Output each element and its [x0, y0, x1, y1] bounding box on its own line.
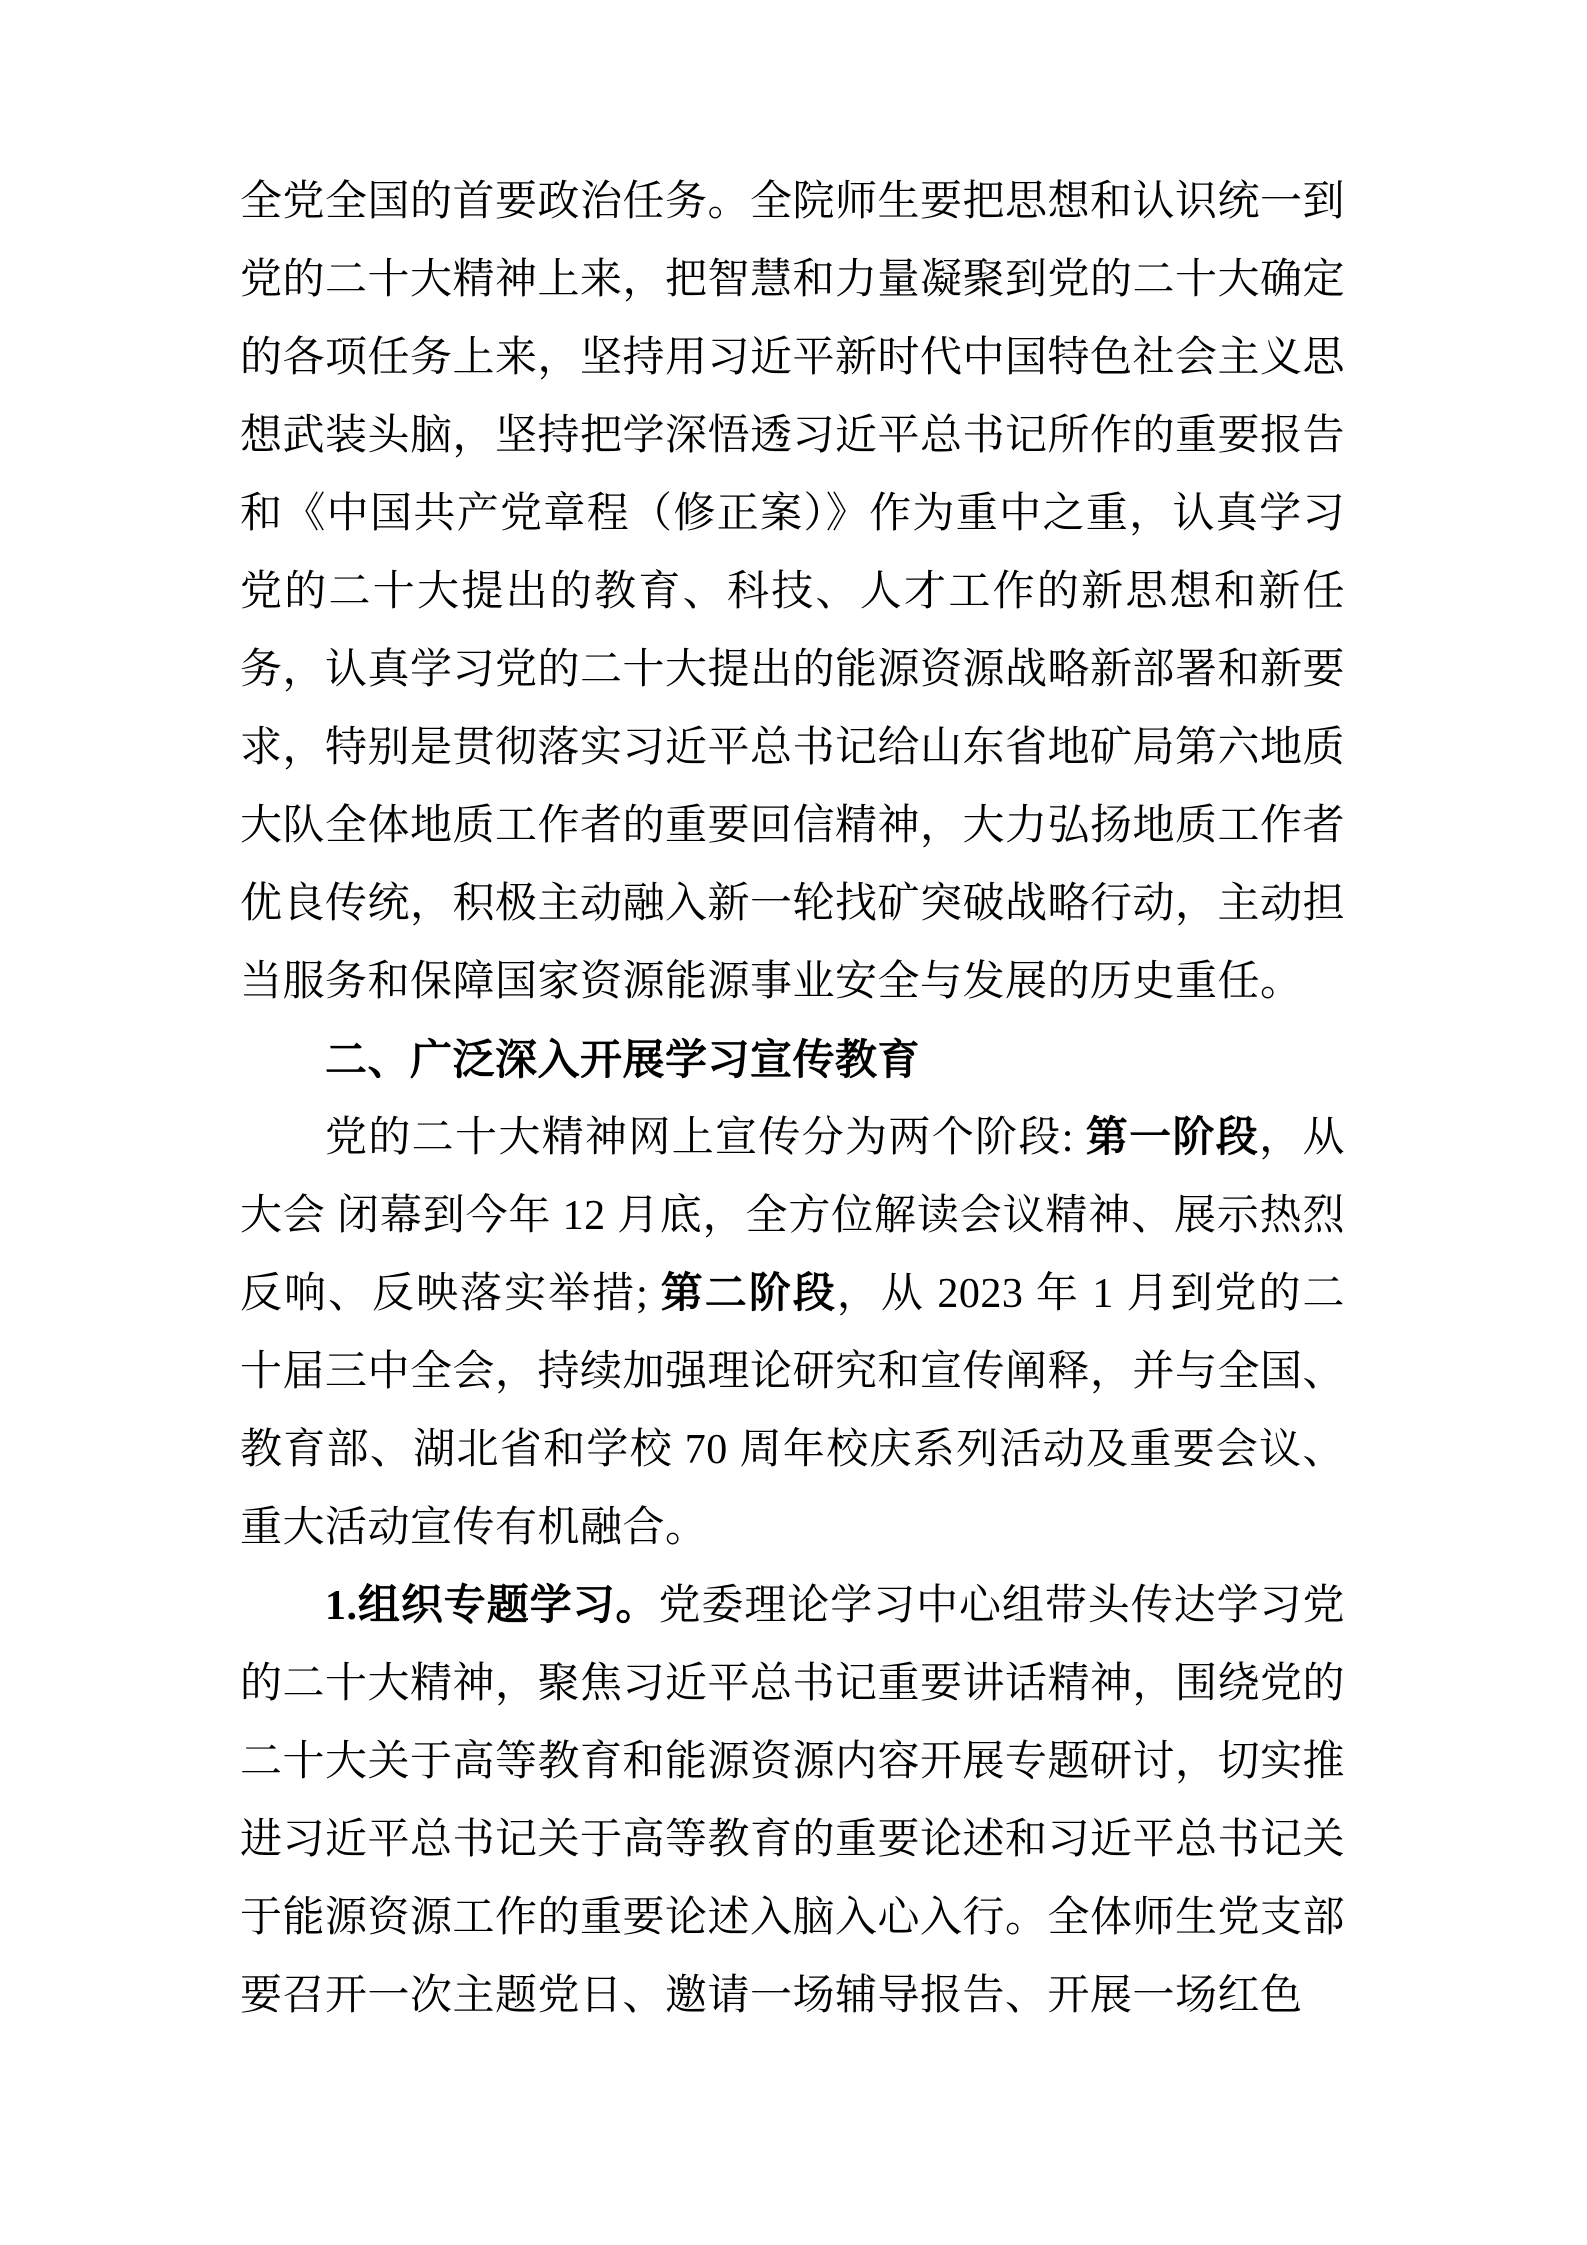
text-run: ，从大会 闭幕到今年 12 月底，全方位解读会议精神、展示热烈反响、反映落实举措; [240, 1115, 1345, 1317]
text-run: 党委理论学习中心组带头传达学习党的二十大精神，聚焦习近平总书记重要讲话精神，围绕党的二十大关于高等教育和能源资源内容开展专题研讨，切实推进习近平总书记关于高等教育的重要论述和习近平总书记关于能源资源工作的重要论述入脑入心入行。全体师生党支部要召开一次主题党日、邀请一场辅导报告、开展一场红色 [240, 1583, 1346, 2019]
bold-text-run: 第二阶段 [660, 1271, 837, 1317]
section-heading [240, 1021, 1345, 1099]
bold-text-run: 1.组织专题学习。 [325, 1583, 659, 1629]
body-paragraph [240, 1099, 1345, 1567]
document-content [240, 163, 1345, 2035]
bold-text-run: 第一阶段 [1085, 1115, 1260, 1161]
text-run: 全党全国的首要政治任务。全院师生要把思想和认识统一到党的二十大精神上来，把智慧和力量凝聚到党的二十大确定的各项任务上来，坚持用习近平新时代中国特色社会主义思想武装头脑，坚持把学深悟透习近平总书记所作的重要报告和《中国共产党章程（修正案）》作为重中之重，认真学习党的二十大提出的教育、科技、人才工作的新思想和新任务，认真学习党的二十大提出的能源资源战略新部署和新要求，特别是贯彻落实习近平总书记给山东省地矿局第六地质大队全体地质工作者的重要回信精神，大力弘扬地质工作者优良传统，积极主动融入新一轮找矿突破战略行动，主动担当服务和保障国家资源能源事业安全与发展的历史重任。 [240, 179, 1346, 1005]
body-paragraph [240, 163, 1345, 1021]
text-run: 党的二十大精神网上宣传分为两个阶段: [325, 1115, 1086, 1161]
body-paragraph [240, 1567, 1345, 2035]
text-run: ，从 2023 年 1 月到党的二十届三中全会，持续加强理论研究和宣传阐释，并与全国、教育部、湖北省和学校 70 周年校庆系列活动及重要会议、重大活动宣传有机融合。 [240, 1271, 1346, 1551]
bold-text-run: 二、广泛深入开展学习宣传教育 [325, 1036, 921, 1083]
